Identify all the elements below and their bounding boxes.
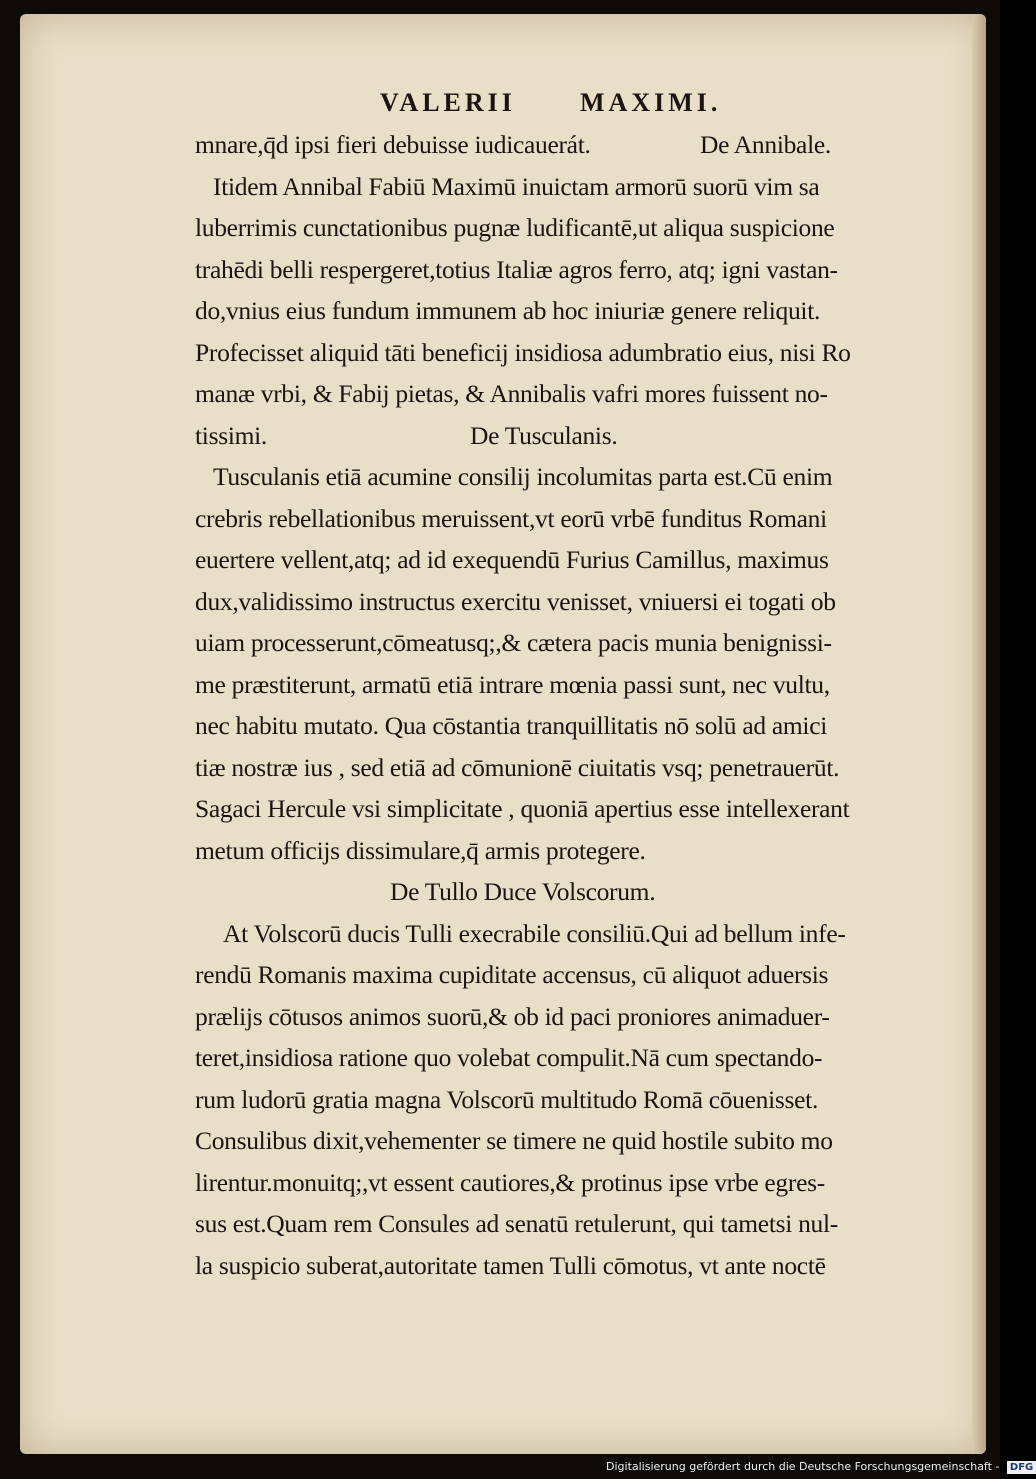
text-line xyxy=(195,332,955,374)
text-line xyxy=(195,913,955,955)
line-text: tissimi. xyxy=(195,420,267,450)
text-line xyxy=(195,498,955,540)
line-text: rum ludorū gratia magna Volscorū multitudo Romā cōuenisset. xyxy=(195,1084,819,1114)
line-text: uiam processerunt,cōmeatusq;,& cætera pacis munia benignissi- xyxy=(195,628,832,657)
credit-text: Digitalisierung gefördert durch die Deutsche Forschungsgemeinschaft - xyxy=(606,1460,1000,1473)
line-text: At Volscorū ducis Tulli execrabile consiliū.Qui ad bellum infe- xyxy=(223,918,846,948)
line-text: Sagaci Hercule vsi simplicitate , quoniā apertius esse intellexerant xyxy=(195,794,850,823)
text-line xyxy=(195,1203,955,1245)
text-line xyxy=(195,996,955,1038)
text-line xyxy=(195,1120,955,1162)
line-text: trahēdi belli respergeret,totius Italiæ agros ferro, atq; igni vastan- xyxy=(195,254,838,284)
line-text: Itidem Annibal Fabiū Maximū inuictam armorū suorū vim sa xyxy=(213,171,820,201)
line-text: crebris rebellationibus meruissent,vt eorū vrbē funditus Romani xyxy=(195,503,827,533)
text-line xyxy=(195,1037,955,1079)
line-text: metum officijs dissimulare,q̄ armis protegere. xyxy=(195,835,646,865)
text-line xyxy=(195,622,955,664)
text-line xyxy=(195,456,955,498)
text-line xyxy=(195,664,955,706)
page-edge xyxy=(972,14,986,1454)
running-head-word1: VALERII xyxy=(380,88,516,117)
line-text: Consulibus dixit,vehementer se timere ne quid hostile subito mo xyxy=(195,1126,833,1155)
line-text: prælijs cōtusos animos suorū,& ob id paci proniores animaduer- xyxy=(195,1001,830,1031)
text-line xyxy=(195,249,955,291)
text-line xyxy=(195,207,955,249)
running-head-word2: MAXIMI. xyxy=(580,88,722,117)
line-text: Tusculanis etiā acumine consilij incolumitas parta est.Cū enim xyxy=(213,462,833,491)
section-heading: De Tullo Duce Volscorum. xyxy=(390,877,656,906)
text-line xyxy=(195,747,955,789)
text-line xyxy=(195,581,955,623)
text-line xyxy=(195,1245,955,1287)
text-line xyxy=(195,539,955,581)
line-text: me præstiterunt, armatū etiā intrare mœnia passi sunt, nec vultu, xyxy=(195,669,830,699)
text-line xyxy=(195,871,955,913)
running-head xyxy=(195,88,955,124)
digitization-credit xyxy=(606,1460,1036,1474)
line-text: lirentur.monuitq;,vt essent cautiores,& protinus ipse vrbe egres- xyxy=(195,1167,825,1197)
text-line xyxy=(195,830,955,872)
text-line xyxy=(195,166,955,208)
text-line xyxy=(195,954,955,996)
line-text: nec habitu mutato. Qua cōstantia tranquillitatis nō solū ad amici xyxy=(195,711,828,740)
line-text: Profecisset aliquid tāti beneficij insidiosa adumbratio eius, nisi Ro xyxy=(195,337,851,367)
text-line xyxy=(195,290,955,332)
text-block xyxy=(195,88,955,1286)
text-line xyxy=(195,124,955,166)
line-text: euertere vellent,atq; ad id exequendū Furius Camillus, maximus xyxy=(195,545,829,574)
line-text: la suspicio suberat,autoritate tamen Tulli cōmotus, vt ante noctē xyxy=(195,1250,826,1280)
text-line xyxy=(195,415,955,457)
line-text: mnare,q̄d ipsi fieri debuisse iudicauerát. xyxy=(195,130,591,159)
section-heading: De Annibale. xyxy=(700,130,831,159)
line-text: dux,validissimo instructus exercitu venisset, vniuersi ei togati ob xyxy=(195,586,836,616)
line-text: manæ vrbi, & Fabij pietas, & Annibalis vafri mores fuissent no- xyxy=(195,379,828,408)
line-text: tiæ nostræ ius , sed etiā ad cōmunionē ciuitatis vsq; penetrauerūt. xyxy=(195,752,840,782)
text-line xyxy=(195,1079,955,1121)
line-text: rendū Romanis maxima cupiditate accensus, cū aliquot aduersis xyxy=(195,960,829,989)
section-heading: De Tusculanis. xyxy=(470,420,618,450)
text-line xyxy=(195,705,955,747)
text-line xyxy=(195,373,955,415)
text-line xyxy=(195,1162,955,1204)
line-text: do,vnius eius fundum immunem ab hoc iniuriæ genere reliquit. xyxy=(195,296,821,325)
line-text: sus est.Quam rem Consules ad senatū retulerunt, qui tametsi nul- xyxy=(195,1209,838,1238)
line-text: teret,insidiosa ratione quo volebat compulit.Nā cum spectando- xyxy=(195,1043,823,1072)
text-line xyxy=(195,788,955,830)
dfg-logo: DFG xyxy=(1007,1461,1036,1474)
line-text: luberrimis cunctationibus pugnæ ludificantē,ut aliqua suspicione xyxy=(195,213,835,242)
